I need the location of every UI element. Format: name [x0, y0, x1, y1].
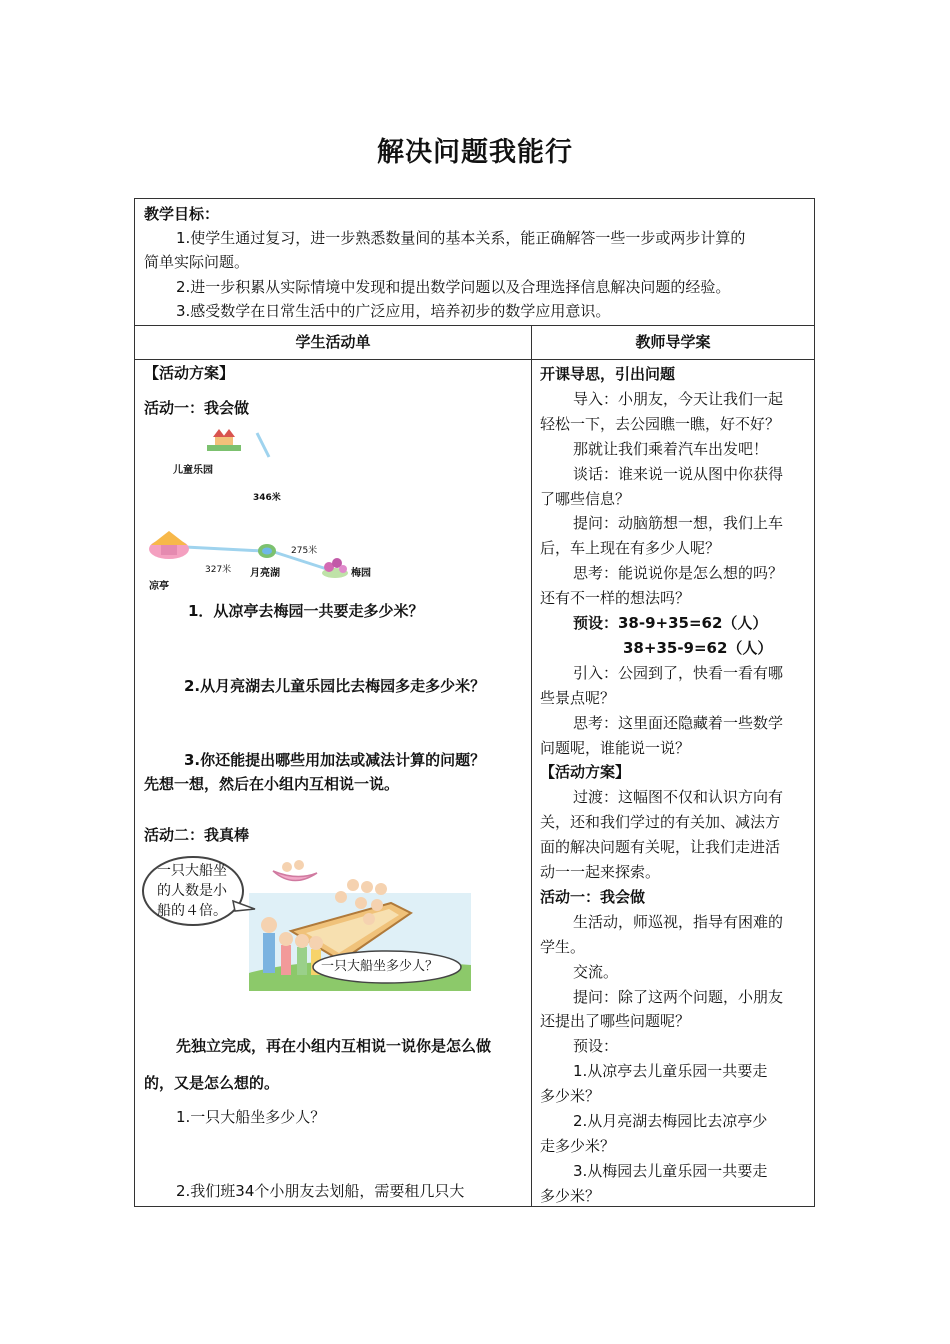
bubble-text-line-2: 的人数是小 [157, 883, 227, 899]
teacher-line-2: 导入：小朋友，今天让我们一起 [573, 390, 784, 408]
teacher-line-10: 还有不一样的想法吗？ [540, 589, 691, 607]
objective-1-line-1: 1.使学生通过复习，进一步熟悉数量间的基本关系，能正确解答一些一步或两步计算的 [176, 229, 746, 247]
teacher-line-18: 过渡：这幅图不仅和认识方向有 [573, 788, 784, 806]
children-park-icon [207, 429, 241, 451]
teacher-line-30: 多少米？ [540, 1087, 601, 1105]
teacher-line-15: 思考：这里面还隐藏着一些数学 [573, 714, 784, 732]
map-distance-327: 327米 [205, 565, 232, 575]
teacher-line-14: 些景点呢？ [540, 689, 616, 707]
plum-garden-icon [322, 558, 348, 578]
lesson-table [134, 198, 815, 1207]
student-instruction-line-2: 的，又是怎么想的。 [144, 1074, 280, 1092]
student-sub-question-2: 2.我们班34个小朋友去划船，需要租几只大 [176, 1182, 465, 1200]
teacher-line-6: 了哪些信息？ [540, 490, 631, 508]
teacher-line-33: 3.从梅园去儿童乐园一共要走 [573, 1162, 768, 1180]
bubble-text-line-1: 一只大船坐 [157, 863, 227, 879]
teacher-line-4: 那就让我们乘着汽车出发吧！ [573, 440, 769, 458]
bubble-question-text: 一只大船坐多少人？ [321, 959, 439, 974]
pavilion-icon [149, 531, 189, 559]
teacher-line-8: 后，车上现在有多少人呢？ [540, 539, 721, 557]
small-boat-icon [273, 871, 317, 881]
column-header-student: 学生活动单 [295, 333, 371, 351]
moon-lake-icon [258, 544, 276, 558]
teacher-line-34: 多少米？ [540, 1187, 601, 1205]
path-to-children-park [257, 433, 269, 457]
teacher-line-20: 面的解决问题有关呢，让我们走进活 [540, 838, 781, 856]
teacher-line-27: 还提出了哪些问题呢？ [540, 1012, 691, 1030]
teacher-line-9: 思考：能说说你是怎么想的吗？ [573, 564, 784, 582]
path-pavilion-moon-lake [185, 547, 263, 551]
column-header-teacher: 教师导学案 [635, 333, 711, 351]
teacher-line-22: 活动一：我会做 [540, 888, 646, 906]
teacher-line-13: 引入：公园到了，快看一看有哪 [573, 664, 784, 682]
student-sub-question-1: 1.一只大船坐多少人？ [176, 1108, 326, 1126]
student-question-3-line-1: 3.你还能提出哪些用加法或减法计算的问题？ [184, 751, 486, 769]
teacher-line-3: 轻松一下，去公园瞧一瞧，好不好？ [540, 415, 781, 433]
teacher-line-23: 生活动，师巡视，指导有困难的 [573, 913, 784, 931]
teacher-line-1: 开课导思，引出问题 [540, 365, 676, 383]
teacher-line-16: 问题呢，谁能说一说？ [540, 739, 691, 757]
teacher-line-11: 预设：38-9+35=62（人） [573, 614, 768, 632]
map-label-plum-garden: 梅园 [351, 568, 371, 579]
map-distance-275: 275米 [291, 546, 318, 556]
column-divider [531, 325, 532, 1206]
divider-line [135, 359, 814, 360]
teacher-line-25: 交流。 [573, 963, 619, 981]
objective-1-line-2: 简单实际问题。 [144, 253, 250, 271]
student-question-2: 2.从月亮湖去儿童乐园比去梅园多走多少米？ [184, 677, 486, 695]
map-distance-346: 346米 [253, 493, 281, 503]
teacher-line-26: 提问：除了这两个问题，小朋友 [573, 988, 784, 1006]
map-label-pavilion: 凉亭 [149, 581, 169, 592]
page-title: 解决问题我能行 [377, 137, 573, 168]
student-activity-1-heading: 活动一：我会做 [144, 399, 250, 417]
teacher-line-31: 2.从月亮湖去梅园比去凉亭少 [573, 1112, 768, 1130]
objectives-heading: 教学目标： [144, 205, 220, 223]
teacher-line-19: 关，还和我们学过的有关加、减法方 [540, 813, 781, 831]
teacher-line-17: 【活动方案】 [540, 763, 631, 781]
student-plan-heading: 【活动方案】 [144, 364, 235, 382]
teacher-line-24: 学生。 [540, 938, 586, 956]
student-question-1: 1．从凉亭去梅园一共要走多少米？ [188, 602, 424, 620]
objective-2: 2.进一步积累从实际情境中发现和提出数学问题以及合理选择信息解决问题的经验。 [176, 278, 731, 296]
objective-3: 3.感受数学在日常生活中的广泛应用，培养初步的数学应用意识。 [176, 302, 611, 320]
teacher-line-5: 谈话：谁来说一说从图中你获得 [573, 465, 784, 483]
teacher-line-7: 提问：动脑筋想一想，我们上车 [573, 514, 784, 532]
map-label-moon-lake: 月亮湖 [250, 568, 280, 579]
teacher-line-12: 38+35-9=62（人） [623, 639, 773, 657]
student-activity-2-heading: 活动二：我真棒 [144, 826, 250, 844]
teacher-line-21: 动一一起来探索。 [540, 863, 661, 881]
bubble-text-line-3: 船的４倍。 [157, 903, 227, 919]
map-label-children-park: 儿童乐园 [173, 465, 213, 476]
student-instruction-line-1: 先独立完成，再在小组内互相说一说你是怎么做 [176, 1037, 492, 1055]
student-question-3-line-2: 先想一想，然后在小组内互相说一说。 [144, 775, 400, 793]
teacher-line-32: 走多少米？ [540, 1137, 616, 1155]
teacher-line-29: 1.从凉亭去儿童乐园一共要走 [573, 1062, 768, 1080]
teacher-line-28: 预设： [573, 1037, 619, 1055]
